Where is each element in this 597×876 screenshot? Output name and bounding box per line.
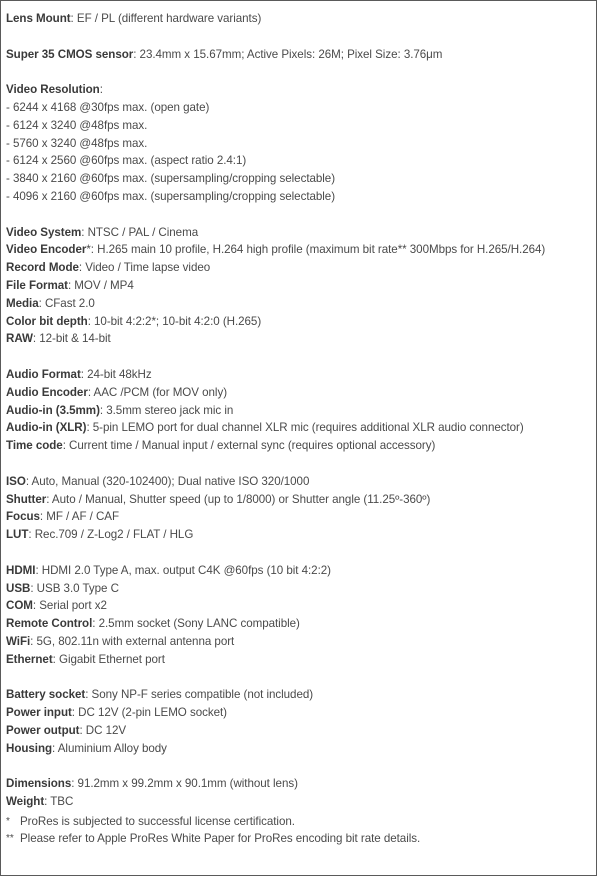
spec-line [6,402,596,420]
spec-value: : [99,83,103,97]
spec-value: : Rec.709 / Z-Log2 / FLAT / HLG [28,528,194,542]
spec-label: Remote Control [6,617,93,631]
footnote-mark: * [6,815,10,827]
spec-label: Shutter [6,492,47,506]
spec-line [6,704,596,722]
group-spacer [6,348,596,366]
spec-line [6,188,596,206]
spec-line [6,10,596,28]
spec-label: LUT [6,528,29,542]
spec-label: Video System [6,225,82,239]
spec-line [6,170,596,188]
spec-line [6,437,596,455]
footnote [6,813,596,831]
spec-value: : Serial port x2 [32,599,107,613]
spec-value: : TBC [44,795,74,809]
spec-line [6,615,596,633]
spec-line [6,99,596,117]
spec-label: Weight [6,795,45,809]
spec-line [6,775,596,793]
spec-line [6,491,596,509]
spec-line [6,295,596,313]
spec-value: - 4096 x 2160 @60fps max. (supersampling/cropping selectable) [6,189,336,203]
footnote-mark: ** [6,833,14,845]
spec-line [6,419,596,437]
footnote [6,830,596,848]
spec-line [6,277,596,295]
spec-label: Audio-in (XLR) [6,421,87,435]
spec-line [6,633,596,651]
spec-value: : 5G, 802.11n with external antenna port [30,634,235,648]
spec-line [6,526,596,544]
spec-label: ISO [6,474,26,488]
spec-value: : NTSC / PAL / Cinema [81,225,199,239]
spec-value: : Aluminium Alloy body [52,741,167,755]
spec-value: : Video / Time lapse video [78,261,211,275]
spec-label: Media [6,296,39,310]
spec-value: *: H.265 main 10 profile, H.264 high profile (maximum bit rate** 300Mbps for H.265/H.264) [86,243,546,257]
group-spacer [6,63,596,81]
spec-label: USB [6,581,31,595]
spec-value: : MOV / MP4 [67,278,134,292]
spec-value: : DC 12V [79,723,127,737]
spec-label: Color bit depth [6,314,88,328]
spec-label: Audio-in (3.5mm) [6,403,100,417]
spec-line [6,46,596,64]
spec-value: : 23.4mm x 15.67mm; Active Pixels: 26M; Pixel Size: 3.76μm [133,47,443,61]
group-spacer [6,28,596,46]
spec-line [6,81,596,99]
spec-list [6,10,596,811]
spec-label: Record Mode [6,261,79,275]
spec-value: - 6124 x 2560 @60fps max. (aspect ratio 2.4:1) [6,154,247,168]
spec-label: Video Encoder [6,243,87,257]
spec-value: : AAC /PCM (for MOV only) [87,385,228,399]
spec-value: : EF / PL (different hardware variants) [70,12,262,25]
group-spacer [6,455,596,473]
spec-label: Battery socket [6,688,86,702]
spec-line [6,117,596,135]
spec-label: Power output [6,723,80,737]
spec-label: Power input [6,706,72,720]
spec-value: : CFast 2.0 [38,296,95,310]
spec-value: : Sony NP-F series compatible (not included) [85,688,314,702]
spec-label: Video Resolution [6,83,100,97]
spec-label: COM [6,599,33,613]
spec-line [6,313,596,331]
spec-line [6,686,596,704]
footnote-text: Please refer to Apple ProRes White Paper for ProRes encoding bit rate details. [20,832,421,846]
spec-label: Ethernet [6,652,53,666]
spec-value: : Auto / Manual, Shutter speed (up to 1/8000) or Shutter angle (11.25º-360º) [46,492,431,506]
group-spacer [6,757,596,775]
spec-label: Dimensions [6,777,72,791]
spec-line [6,241,596,259]
group-spacer [6,206,596,224]
spec-line [6,651,596,669]
spec-line [6,384,596,402]
spec-value: : Auto, Manual (320-102400); Dual native ISO 320/1000 [25,474,310,488]
spec-label: Housing [6,741,53,755]
spec-value: : MF / AF / CAF [39,510,120,524]
spec-line [6,580,596,598]
spec-line [6,740,596,758]
spec-label: File Format [6,278,68,292]
footnote-text: ProRes is subjected to successful license certification. [20,814,295,828]
spec-value: : 12-bit & 14-bit [32,332,111,346]
spec-line [6,259,596,277]
spec-line [6,722,596,740]
spec-label: Audio Format [6,367,81,381]
spec-label: Super 35 CMOS sensor [6,47,134,61]
spec-line [6,152,596,170]
spec-value: - 6244 x 4168 @30fps max. (open gate) [6,100,210,114]
spec-value: : USB 3.0 Type C [30,581,119,595]
spec-value: : DC 12V (2-pin LEMO socket) [71,706,227,720]
spec-line [6,366,596,384]
spec-value: : 91.2mm x 99.2mm x 90.1mm (without lens) [71,777,298,791]
spec-line [6,597,596,615]
spec-value: : 2.5mm socket (Sony LANC compatible) [92,617,300,631]
spec-label: Lens Mount [6,12,71,25]
footnotes [6,813,596,848]
spec-line [6,330,596,348]
spec-value: - 6124 x 3240 @48fps max. [6,118,148,132]
spec-line [6,224,596,242]
group-spacer [6,544,596,562]
spec-value: : HDMI 2.0 Type A, max. output C4K @60fps (10 bit 4:2:2) [35,563,331,577]
spec-value: : 3.5mm stereo jack mic in [99,403,234,417]
spec-value: - 5760 x 3240 @48fps max. [6,136,148,150]
spec-value: - 3840 x 2160 @60fps max. (supersampling/cropping selectable) [6,172,336,186]
spec-value: : Current time / Manual input / external sync (requires optional accessory) [62,439,436,453]
spec-label: WiFi [6,634,31,648]
spec-value: : 24-bit 48kHz [80,367,152,381]
spec-value: : Gigabit Ethernet port [52,652,165,666]
spec-line [6,793,596,811]
spec-label: Time code [6,439,63,453]
spec-label: Focus [6,510,40,524]
group-spacer [6,668,596,686]
spec-value: : 10-bit 4:2:2*; 10-bit 4:2:0 (H.265) [87,314,262,328]
spec-label: HDMI [6,563,36,577]
spec-label: Audio Encoder [6,385,88,399]
spec-line [6,135,596,153]
spec-line [6,508,596,526]
spec-label: RAW [6,332,33,346]
spec-line [6,562,596,580]
spec-line [6,473,596,491]
spec-value: : 5-pin LEMO port for dual channel XLR mic (requires additional XLR audio connector) [86,421,524,435]
